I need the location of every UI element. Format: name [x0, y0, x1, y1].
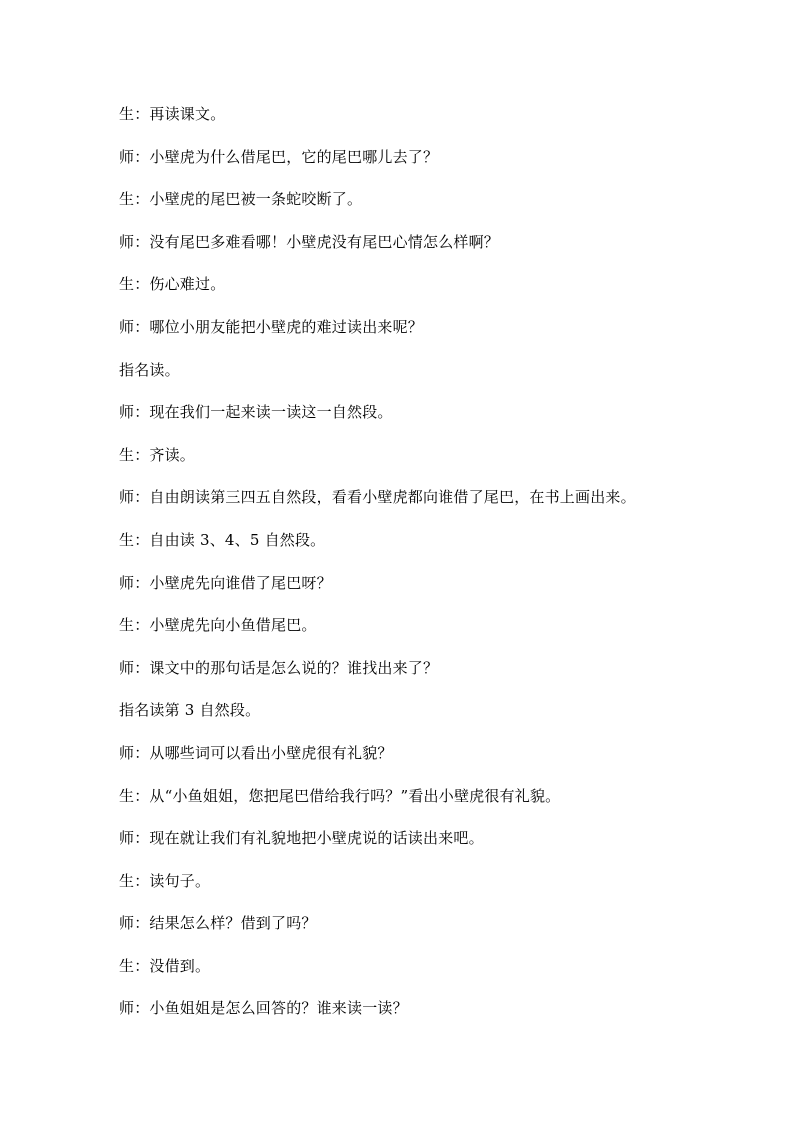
dialogue-line: 生：自由读 3、4、5 自然段。 [119, 530, 326, 549]
dialogue-line: 指名读。 [119, 360, 180, 379]
dialogue-lines [119, 102, 719, 1039]
dialogue-line: 师：哪位小朋友能把小壁虎的难过读出来呢？ [119, 317, 424, 336]
dialogue-line: 师：现在就让我们有礼貌地把小壁虎说的话读出来吧。 [119, 829, 484, 848]
dialogue-line: 师：小鱼姐姐是怎么回答的？谁来读一读？ [119, 999, 408, 1018]
dialogue-line: 生：齐读。 [119, 445, 196, 464]
dialogue-line: 生：没借到。 [119, 956, 211, 975]
dialogue-line: 生：小壁虎先向小鱼借尾巴。 [119, 616, 317, 635]
dialogue-line: 师：小壁虎先向谁借了尾巴呀？ [119, 573, 332, 592]
dialogue-line: 师：现在我们一起来读一读这一自然段。 [119, 403, 393, 422]
dialogue-line: 生：从“小鱼姐姐，您把尾巴借给我行吗？”看出小壁虎很有礼貌。 [119, 786, 561, 805]
dialogue-line: 生：小壁虎的尾巴被一条蛇咬断了。 [119, 190, 363, 209]
dialogue-line: 师：从哪些词可以看出小壁虎很有礼貌？ [119, 743, 393, 762]
dialogue-line: 师：小壁虎为什么借尾巴，它的尾巴哪儿去了？ [119, 147, 439, 166]
dialogue-line: 生：伤心难过。 [119, 275, 226, 294]
dialogue-line: 生：读句子。 [119, 871, 211, 890]
dialogue-line: 师：自由朗读第三四五自然段，看看小壁虎都向谁借了尾巴，在书上画出来。 [119, 488, 636, 507]
dialogue-line: 生：再读课文。 [119, 105, 226, 123]
dialogue-line: 师：结果怎么样？借到了吗？ [119, 914, 317, 933]
dialogue-line: 师：没有尾巴多难看哪！小壁虎没有尾巴心情怎么样啊？ [119, 232, 500, 251]
dialogue-line: 师：课文中的那句话是怎么说的？谁找出来了？ [119, 658, 439, 677]
dialogue-line: 指名读第 3 自然段。 [119, 701, 261, 720]
